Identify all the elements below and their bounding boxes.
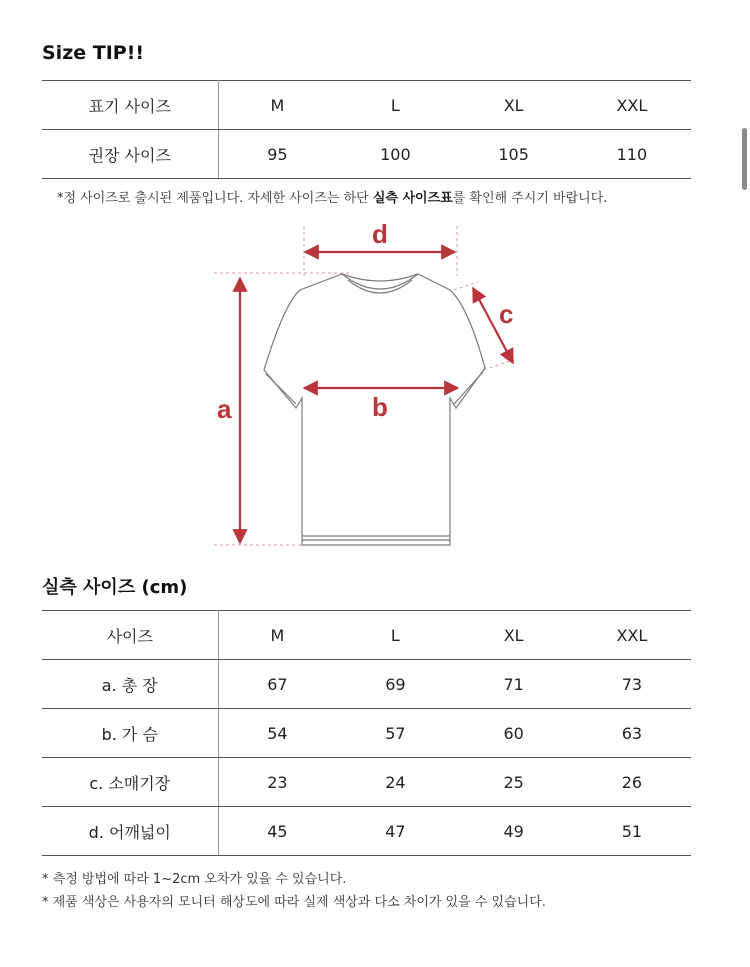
table-row [42, 660, 691, 709]
row-label: 권장 사이즈 [42, 130, 218, 179]
table-row [42, 807, 691, 856]
header-label: 표기 사이즈 [42, 81, 218, 130]
table-cell: 110 [573, 130, 691, 179]
label-a: a [217, 394, 232, 424]
table-cell: 100 [336, 130, 454, 179]
header-size-l: L [336, 611, 454, 660]
table-header-row [42, 611, 691, 660]
header-size-m: M [218, 81, 336, 130]
color-note: * 제품 색상은 사용자의 모니터 해상도에 따라 실제 색상과 다소 차이가 있을 수 있습니다. [42, 895, 546, 910]
table-cell: 51 [573, 807, 691, 856]
table-cell: 73 [573, 660, 691, 709]
header-size-xl: XL [455, 81, 573, 130]
table-cell: 57 [336, 709, 454, 758]
table-cell: 60 [455, 709, 573, 758]
table-cell: 23 [218, 758, 336, 807]
scrollbar[interactable] [742, 128, 747, 190]
table-cell: 49 [455, 807, 573, 856]
table-cell: 67 [218, 660, 336, 709]
row-label-chest: b. 가 슴 [42, 709, 218, 758]
size-tip-title: Size TIP!! [42, 42, 145, 64]
table-cell: 25 [455, 758, 573, 807]
table-cell: 71 [455, 660, 573, 709]
row-label-sleeve: c. 소매기장 [42, 758, 218, 807]
label-c: c [499, 299, 514, 329]
table-cell: 105 [455, 130, 573, 179]
header-size-xxl: XXL [573, 81, 691, 130]
row-label-shoulder: d. 어깨넓이 [42, 807, 218, 856]
table-cell: 95 [218, 130, 336, 179]
table-cell: 45 [218, 807, 336, 856]
table-row [42, 709, 691, 758]
header-size-m: M [218, 611, 336, 660]
table-cell: 26 [573, 758, 691, 807]
size-note-prefix: *정 사이즈로 출시된 제품입니다. 자세한 사이즈는 하단 [57, 191, 373, 206]
table-row [42, 758, 691, 807]
header-label: 사이즈 [42, 611, 218, 660]
table-cell: 69 [336, 660, 454, 709]
tshirt-measurement-diagram [200, 218, 530, 550]
table-cell: 24 [336, 758, 454, 807]
size-note-bold: 실측 사이즈표 [372, 191, 453, 206]
table-cell: 47 [336, 807, 454, 856]
header-size-xl: XL [455, 611, 573, 660]
label-b: b [372, 392, 388, 422]
label-d: d [372, 219, 388, 249]
header-size-l: L [336, 81, 454, 130]
table-header-row [42, 81, 691, 130]
size-note [57, 187, 607, 206]
header-size-xxl: XXL [573, 611, 691, 660]
recommended-size-table [42, 80, 691, 179]
table-cell: 63 [573, 709, 691, 758]
table-cell: 54 [218, 709, 336, 758]
measurement-note: * 측정 방법에 따라 1~2cm 오차가 있을 수 있습니다. [42, 872, 347, 887]
measured-size-title: 실측 사이즈 (cm) [42, 577, 188, 598]
measured-size-table [42, 610, 691, 856]
size-note-suffix: 를 확인해 주시기 바랍니다. [452, 191, 608, 206]
table-row [42, 130, 691, 179]
row-label-length: a. 총 장 [42, 660, 218, 709]
